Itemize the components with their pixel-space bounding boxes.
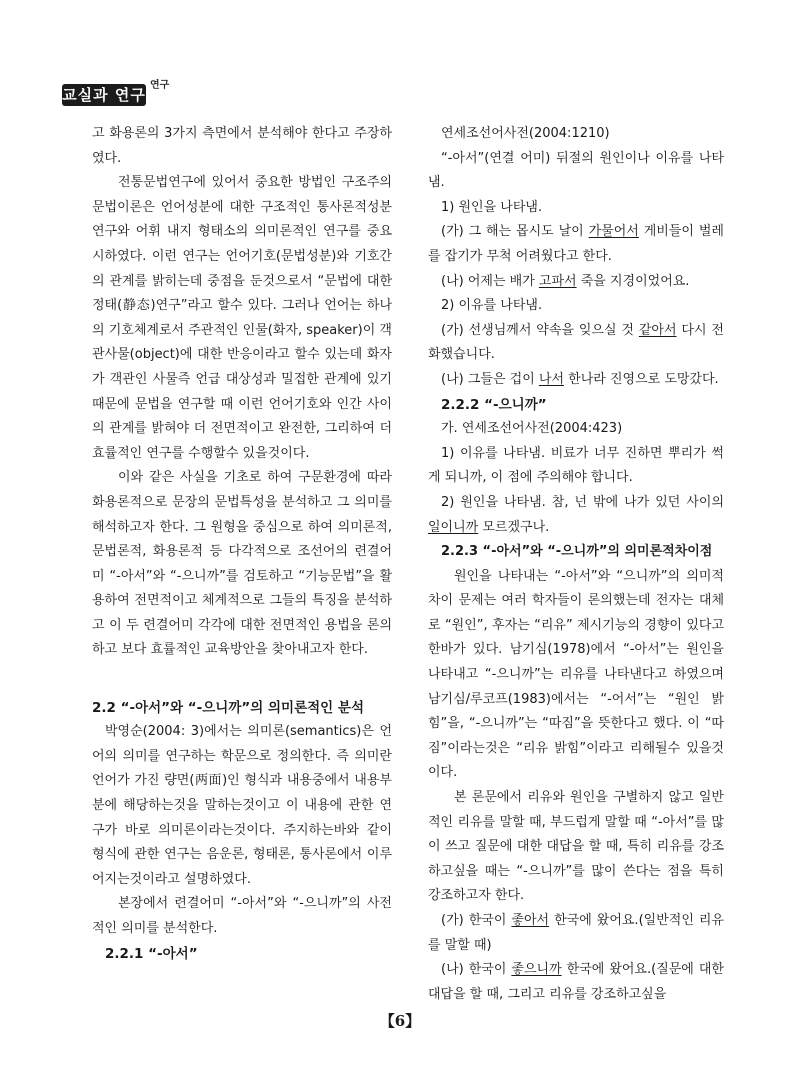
paragraph: 가. 연세조선어사전(2004:423) bbox=[441, 421, 623, 437]
underlined-form: 일이니까 bbox=[428, 519, 479, 535]
underlined-form: 가물어서 bbox=[588, 224, 639, 240]
right-column bbox=[428, 122, 724, 1007]
paragraph: 고 화용론의 3가지 측면에서 분석해야 한다고 주장하였다. bbox=[92, 126, 392, 166]
journal-header bbox=[62, 76, 182, 110]
example bbox=[428, 319, 724, 368]
example-text: (나) 그들은 겁이 bbox=[441, 371, 539, 387]
paragraph: 본장에서 련결어미 “-아서”와 “-으니까”의 사전적인 의미를 분석한다. bbox=[92, 896, 392, 936]
example-text: (나) 어제는 배가 bbox=[441, 273, 539, 289]
example-text: 다시 전화했습니다. bbox=[428, 322, 724, 363]
example-text: 한나라 진영으로 도망갔다. bbox=[564, 371, 719, 387]
example bbox=[428, 220, 724, 269]
paragraph: “-아서”(연결 어미) 뒤절의 원인이나 이유를 나타냄. bbox=[428, 150, 724, 191]
paragraph: 본 론문에서 리유와 원인을 구별하지 않고 일반적인 리유를 말할 때, 부드럽게 말할 때 “-아서”를 많이 쓰고 질문에 대한 대답을 할 때, 특히 리유를 강조하고싶을 때는 “-으니까”를 많이 쓴다는 점을 특히 강조하고자 한다. bbox=[428, 790, 724, 904]
underlined-form: 좋으니까 bbox=[511, 962, 562, 978]
example bbox=[428, 909, 724, 958]
page-number: 【6】 bbox=[379, 1012, 421, 1030]
example-text: 한국에 왔어요.(일반적인 리유를 말할 때) bbox=[428, 913, 724, 953]
journal-logo-tag: 연구 bbox=[150, 80, 170, 91]
underlined-form: 고파서 bbox=[538, 273, 577, 289]
left-column bbox=[92, 122, 392, 966]
paragraph: 이와 같은 사실을 기초로 하여 구문환경에 따라 화용론적으로 문장의 문법특성을 분석하고 그 의미를 해석하고자 한다. 그 원형을 중심으로 하여 의미론적, 문법론적, 화용론적 등 다각적으로 조선어의 련결어미 “-아서”와 “-으니까”를 검토하고 “기능문법”을 활용하여 전면적이고 체계적으로 그들의 특징을 분석하고 이 두 련결어미 각각에 대한 전면적인 용법을 론의하고 보다 효률적인 교육방안을 찾아내고자 한다. bbox=[92, 470, 392, 658]
journal-logo: 교실과 연구 bbox=[62, 86, 146, 104]
spacer bbox=[92, 663, 392, 688]
example bbox=[428, 958, 724, 1007]
example-text: 죽을 지경이었어요. bbox=[576, 273, 690, 289]
paragraph: 원인을 나타내는 “-아서”와 “으니까”의 의미적차이 문제는 여러 학자들이 론의했는데 전자는 대체로 “원인”, 후자는 “리유” 제시기능의 경향이 있다고 한바가 있다. 남기심(1978)에서 “-아서”는 원인을 나타내고 “-으니까”는 리유를 나타낸다고 하였으며 남기심/루코프(1983)에서는 “-어서”는 “원인 밝힘”을, “-으니까”는 “따짐”을 뜻한다고 했다. 이 “따짐”이라는것은 “리유 밝힘”이라고 리해될수 있을것이다. bbox=[428, 568, 724, 781]
example bbox=[428, 491, 724, 540]
example-text: (가) 한국이 bbox=[441, 913, 512, 928]
example-text: (가) 선생님께서 약속을 잊으실 것 bbox=[441, 322, 639, 338]
paragraph: 박영순(2004: 3)에서는 의미론(semantics)은 언어의 의미를 연구하는 학문으로 정의한다. 즉 의미란 언어가 가진 량면(两面)인 형식과 내용중에서 내용부분에 해당하는것을 말하는것이고 이 내용에 관한 연구가 바로 의미론이라는것이다. 주지하는바와 같이 형식에 관한 연구는 음운론, 형태론, 통사론에서 이루어지는것이라고 설명하였다. bbox=[92, 724, 392, 887]
example-text: 게비들이 벌레를 잡기가 무척 어려웠다고 한다. bbox=[428, 224, 724, 264]
example bbox=[428, 368, 724, 393]
paragraph: 전통문법연구에 있어서 중요한 방법인 구조주의문법이론은 언어성분에 대한 구조적인 통사론적성분 연구와 어휘 내지 형태소의 의미론적인 연구를 중요시하였다. 이런 연구는 언어기호(문법성분)와 기호간의 관계를 밝히는데 중점을 둔것으로서 “문법에 대한 정태(静态)연구”라고 할수 있다. 그러나 언어는 하나의 기호체계로서 주관적인 인물(화자, speaker)이 객관사물(object)에 대한 반응이라고 할수 있는데 화자가 객관인 사물즉 언급 대상성과 밀접한 관계에 있기때문에 문법을 연구할 때 이런 언어기호와 인간 사이의 관계를 밝혀야 더 전면적이고 완전한, 그리하여 더 효률적인 연구를 수행할수 있을것이다. bbox=[92, 175, 392, 461]
example-text: 2) 원인을 나타냄. 참, 넌 밖에 나가 있던 사이의 bbox=[441, 494, 724, 510]
example bbox=[428, 270, 724, 295]
underlined-form: 같아서 bbox=[638, 322, 677, 338]
example-text: 한국에 왔어요.(질문에 대한 대답을 할 때, 그리고 리유를 강조하고싶을 bbox=[428, 962, 724, 1002]
paragraph: 1) 원인을 나타냄. bbox=[441, 199, 543, 215]
subsection-heading: 2.2.2 “-으니까” bbox=[441, 396, 547, 413]
subsection-heading: 2.2.1 “-아서” bbox=[105, 945, 198, 962]
underlined-form: 좋아서 bbox=[511, 913, 550, 928]
underlined-form: 나서 bbox=[538, 371, 565, 387]
section-heading: 2.2 “-아서”와 “-으니까”의 의미론적인 분석 bbox=[92, 699, 364, 716]
example-text: 모르겠구나. bbox=[478, 519, 550, 535]
paragraph: 1) 이유를 나타냄. 비료가 너무 진하면 뿌리가 썩게 되니까, 이 점에 주의해야 합니다. bbox=[428, 445, 724, 486]
subsection-heading: 2.2.3 “-아서”와 “-으니까”의 의미론적차이점 bbox=[441, 544, 713, 560]
paragraph: 연세조선어사전(2004:1210) bbox=[441, 126, 610, 141]
paragraph: 2) 이유를 나타냄. bbox=[441, 298, 543, 314]
example-text: (가) 그 해는 몹시도 날이 bbox=[441, 224, 589, 240]
example-text: (나) 한국이 bbox=[441, 962, 512, 978]
